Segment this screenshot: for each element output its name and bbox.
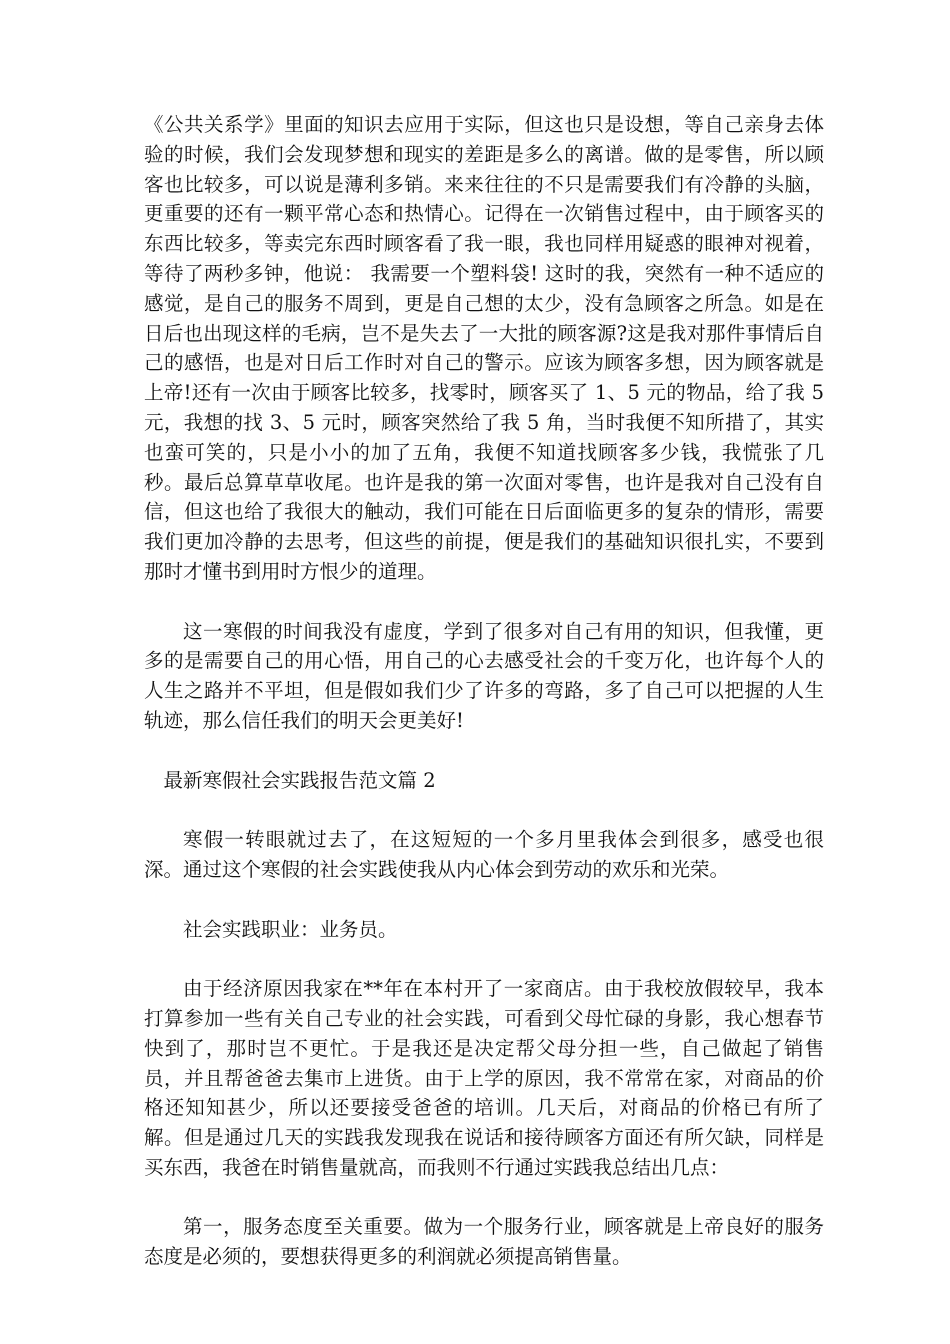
article-heading: 最新寒假社会实践报告范文篇 2 — [163, 768, 436, 792]
paragraph-intro: 寒假一转眼就过去了，在这短短的一个多月里我体会到很多，感受也很深。通过这个寒假的社会实践使我从内心体会到劳动的欢乐和光荣。 — [144, 828, 824, 881]
paragraph-job: 社会实践职业：业务员。 — [183, 917, 398, 941]
paragraph-summary: 这一寒假的时间我没有虚度，学到了很多对自己有用的知识，但我懂，更多的是需要自己的用心悟，用自己的心去感受社会的千变万化，也许每个人的人生之路并不平坦，但是假如我们少了许多的弯路，多了自己可以把握的人生轨迹，那么信任我们的明天会更美好! — [144, 619, 824, 732]
paragraph-background: 由于经济原因我家在**年在本村开了一家商店。由于我校放假较早，我本打算参加一些有关自己专业的社会实践，可看到父母忙碌的身影，我心想春节快到了，那时岂不更忙。于是我还是决定帮父母分担一些，自己做起了销售员，并且帮爸爸去集市上进货。由于上学的原因，我不常常在家，对商品的价格还知知甚少，所以还要接受爸爸的培训。几天后，对商品的价格已有所了解。但是通过几天的实践我发现我在说话和接待顾客方面还有所欠缺，同样是买东西，我爸在时销售量就高，而我则不行通过实践我总结出几点： — [144, 977, 824, 1179]
paragraph-first-point: 第一，服务态度至关重要。做为一个服务行业，顾客就是上帝良好的服务态度是必须的，要想获得更多的利润就必须提高销售量。 — [144, 1215, 824, 1269]
paragraph-continued: 《公共关系学》里面的知识去应用于实际，但这也只是设想，等自己亲身去体验的时候，我们会发现梦想和现实的差距是多么的离谱。做的是零售，所以顾客也比较多，可以说是薄利多销。来来往往的不只是需要我们有冷静的头脑，更重要的还有一颗平常心态和热情心。记得在一次销售过程中，由于顾客买的东西比较多，等卖完东西时顾客看了我一眼，我也同样用疑惑的眼神对视着，等待了两秒多钟，他说： 我需要一个塑料袋! 这时的我，突然有一种不适应的感觉，是自己的服务不周到，更是自己想的太少，没有急顾客之所急。如是在日后也出现这样的毛病，岂不是失去了一大批的顾客源?这是我对那件事情后自己的感悟，也是对日后工作时对自己的警示。应该为顾客多想，因为顾客就是上帝!还有一次由于顾客比较多，找零时，顾客买了 1、5 元的物品，给了我 5 元，我想的找 3、5 元时，顾客突然给了我 5 角，当时我便不知所措了，其实也蛮可笑的，只是小小的加了五角，我便不知道找顾客多少钱，我慌张了几秒。最后总算草草收尾。也许是我的第一次面对零售，也许是我对自己没有自信，但这也给了我很大的触动，我们可能在日后面临更多的复杂的情形，需要我们更加冷静的去思考，但这些的前提，便是我们的基础知识很扎实，不要到那时才懂书到用时方恨少的道理。 — [144, 113, 824, 583]
document-page — [144, 110, 824, 1302]
